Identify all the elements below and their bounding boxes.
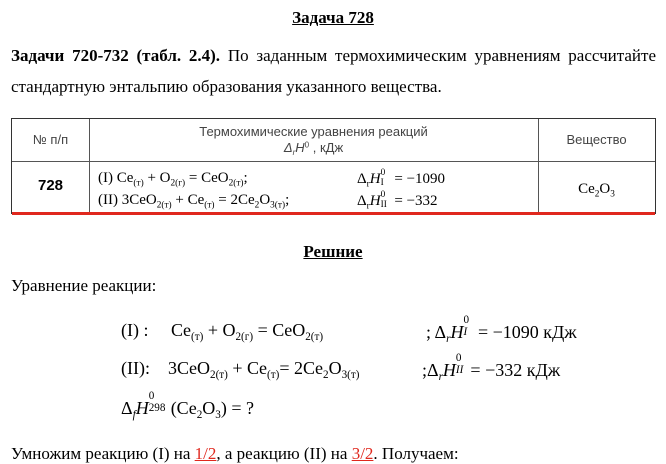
equation-1: (I) $Ce_{(т)} + O_{2(г)} = CeO_{2(т)}$; [98, 170, 248, 189]
header-equations-line1: Термохимические уравнения реакций [199, 124, 428, 139]
red-underline [12, 212, 655, 215]
reaction-2: (II): $3CeO_{2(т)} + Ce_{(т)}= 2Ce_2O_{3(т)}$ [121, 358, 360, 381]
reaction-1-enthalpy: ; $\Delta_rH$ 0 I = −1090 кДж [426, 313, 577, 345]
reaction-1: (I) : $Ce_{(т)} + O_{2(г)} = CeO_{2(т)}$ [121, 320, 324, 343]
task-title: Задача 728 [292, 8, 374, 27]
enthalpy-1: $\Delta_rH$ 0 I = −1090 [357, 167, 446, 190]
bottom-text: Умножим реакцию (I) на 1/2, а реакцию (II) на 3/2. Получаем: [11, 444, 459, 463]
header-equations [89, 119, 538, 161]
substance-cell: $Ce_2O_3$ [578, 181, 615, 200]
fraction-2: 3/2 [351, 444, 374, 463]
task-statement [11, 40, 656, 102]
row-number: 728 [37, 177, 64, 194]
header-substance: Вещество [566, 132, 627, 147]
data-table [11, 118, 656, 214]
reaction-2-enthalpy: $;\Delta_rH$ 0 II = −332 кДж [422, 351, 561, 383]
enthalpy-2: $\Delta_rH$ 0 II = −332 [357, 189, 438, 212]
solution-title: Решние [303, 242, 363, 261]
task-reference: Задачи 720-732 (табл. 2.4). [11, 46, 221, 65]
formation-enthalpy-question: $\Delta_fH$ 0 298 $(Ce_2O_3)$ = ? [121, 389, 254, 421]
task-text: По заданным термохимическим уравнениям рассчитайте стандартную энтальпию образования указанного вещества. [11, 46, 656, 96]
intro-text: Уравнение реакции: [11, 276, 157, 295]
header-number: № п/п [32, 132, 69, 147]
equation-2: (II) $3CeO_{2(т)} + Ce_{(т)} = 2Ce_2O_{3(т)}$; [98, 192, 290, 211]
fraction-1: 1/2 [194, 444, 217, 463]
header-equations-line2: $\Delta_rH^0$ , кДж [283, 140, 344, 157]
